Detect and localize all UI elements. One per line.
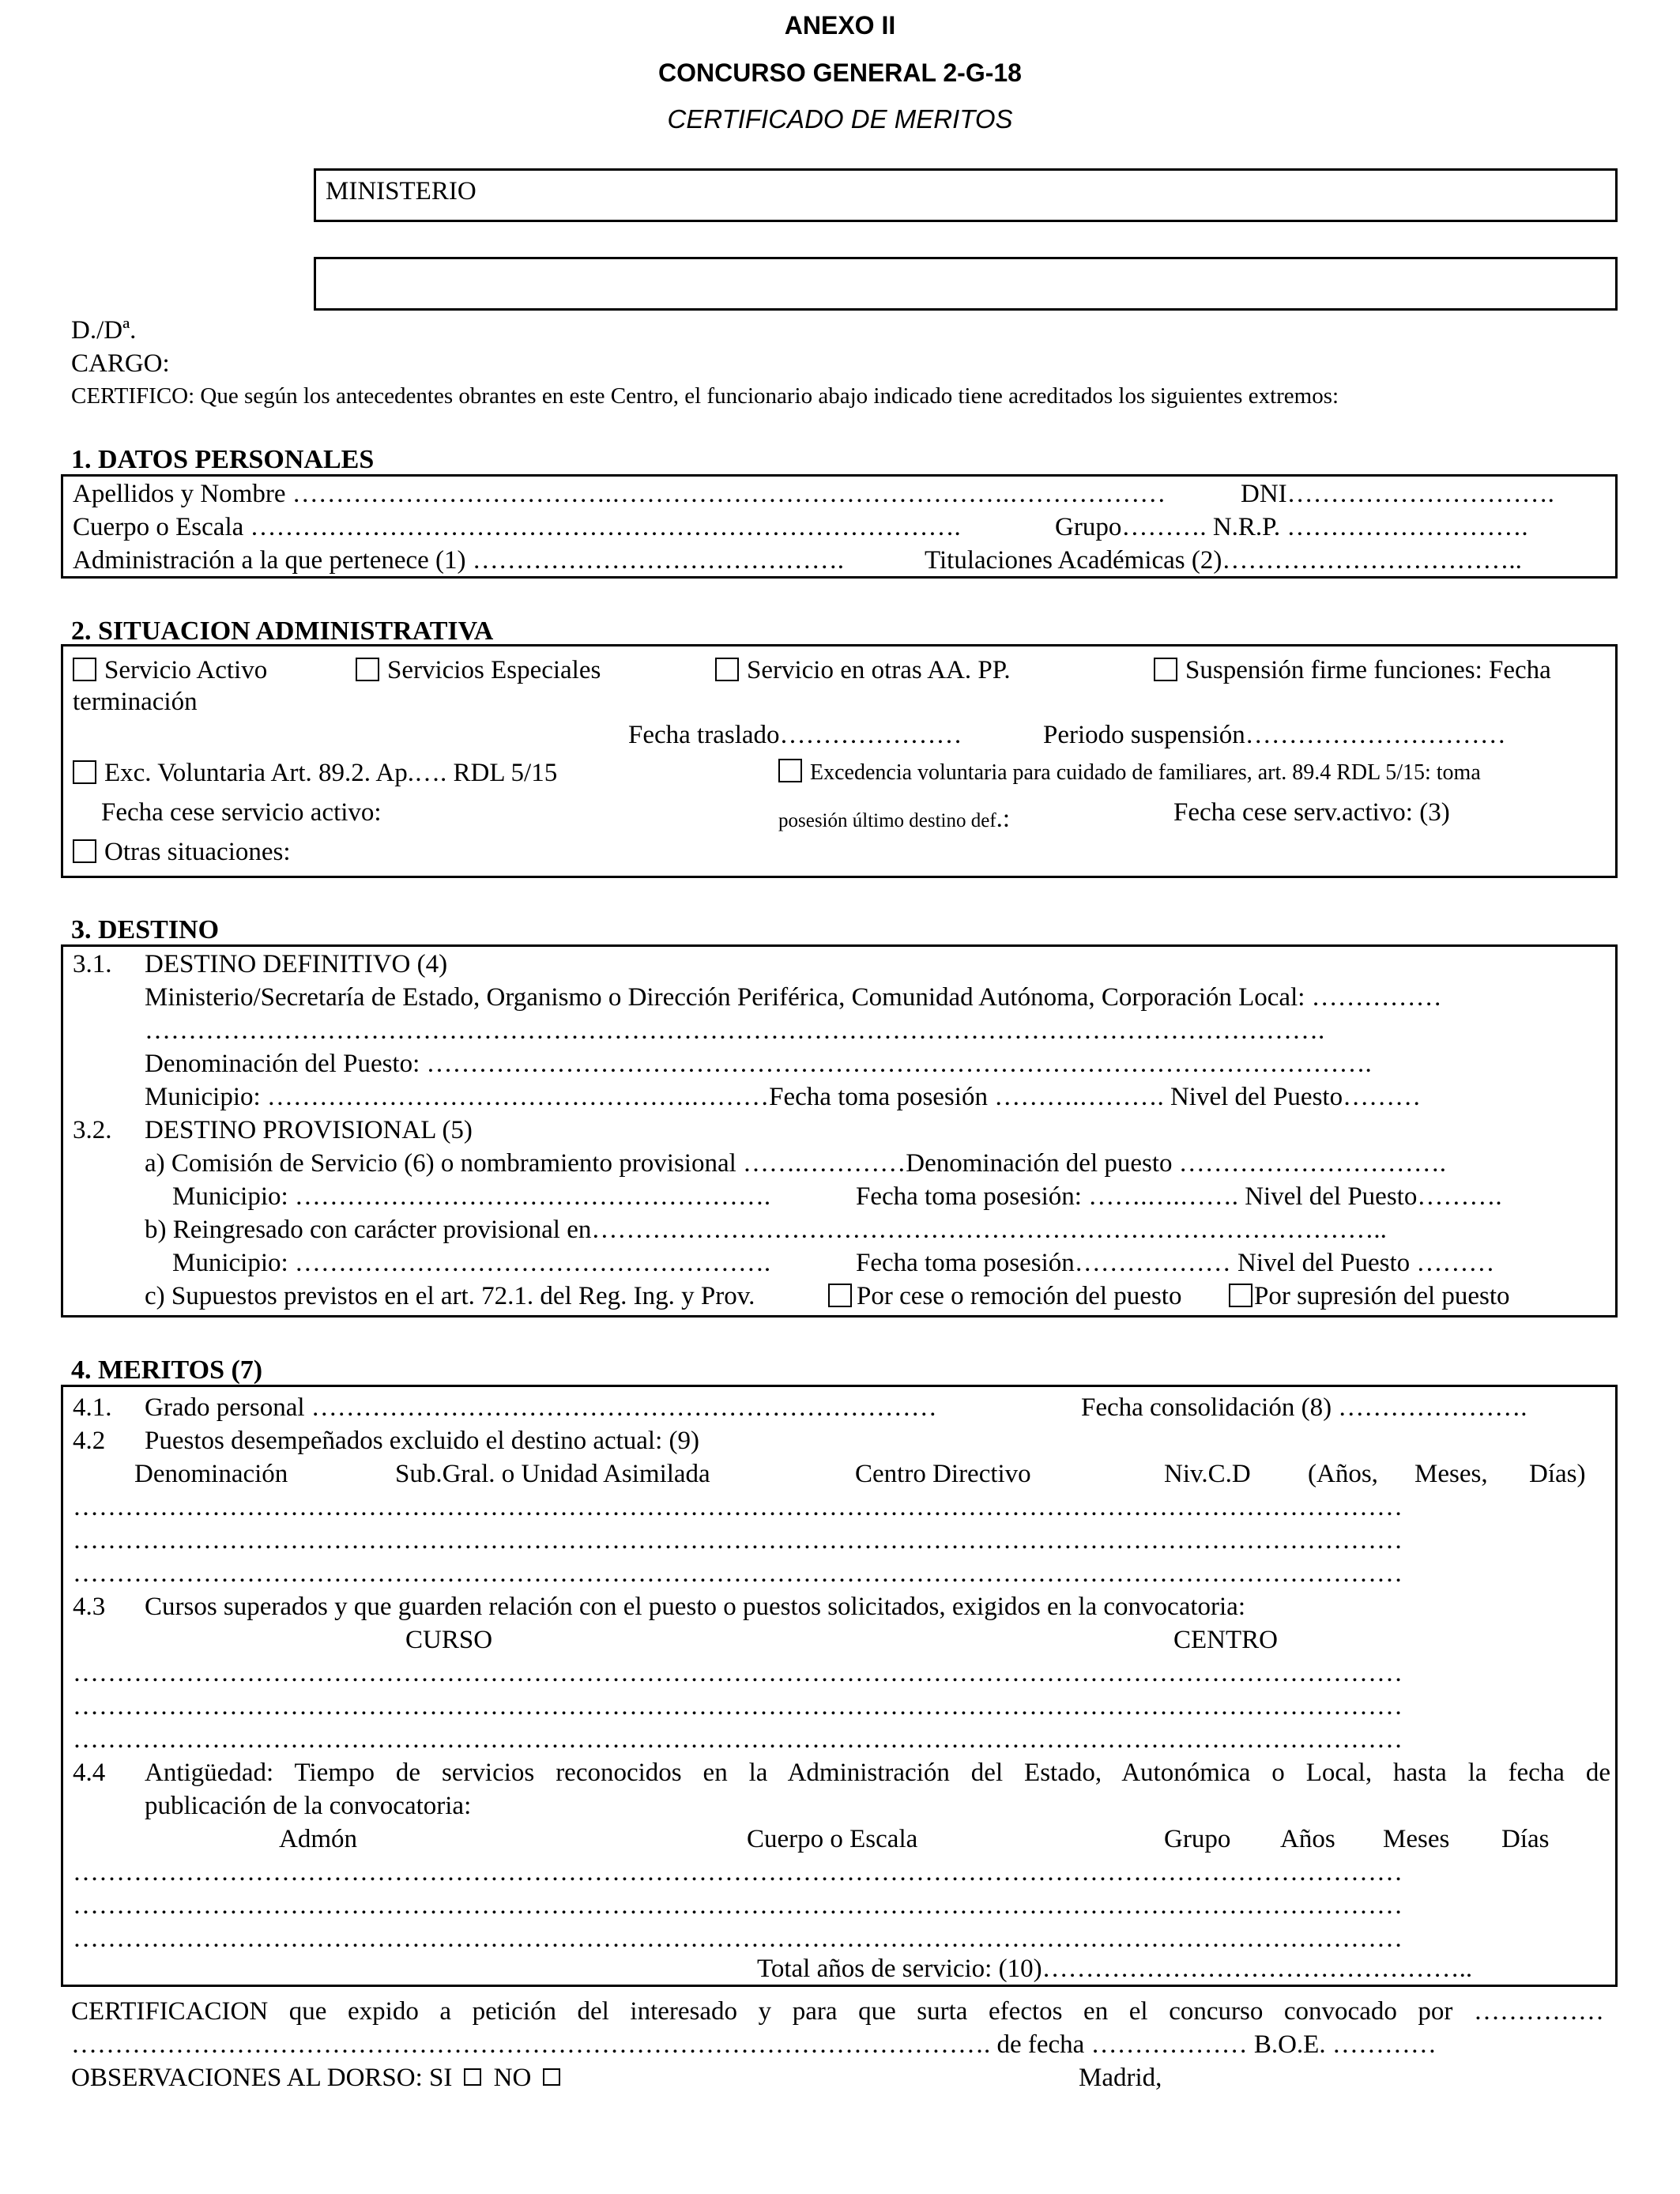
opt-cese-remocion[interactable] [828,1280,1181,1313]
dd-label: D./Dª. [71,316,137,345]
col-meses44: Meses [1383,1825,1450,1853]
opt-label: Excedencia voluntaria para cuidado de familiares, art. 89.4 RDL 5/15: [810,760,1431,785]
opt-label: Servicios Especiales [387,656,601,684]
n31: 3.1. [73,950,112,978]
certifico-text: CERTIFICO: Que según los antecedentes obrantes en este Centro, el funcionario abajo indicado tiene acreditados los siguientes extremos: [71,383,1339,409]
col-dias44: Días [1501,1825,1550,1853]
comision-line: a) Comisión de Servicio (6) o nombramiento provisional …….…………Denominación del puesto …………………………. [145,1149,1447,1178]
col-meses: Meses, [1414,1460,1488,1488]
checkbox[interactable] [1154,658,1177,681]
opt-supresion[interactable] [1229,1280,1510,1313]
opt-otras-situaciones[interactable] [73,836,291,869]
grado-line: Grado personal ……………………………………………………………… [145,1393,937,1422]
dni-line: DNI…………………………. [1241,480,1554,508]
n32: 3.2. [73,1116,112,1144]
destino-definitivo: DESTINO DEFINITIVO (4) [145,950,448,978]
section1-title: 1. DATOS PERSONALES [71,445,375,474]
b-fecha: Fecha toma posesión……………… Nivel del Puesto ……… [856,1249,1495,1277]
n44: 4.4 [73,1759,106,1787]
checkbox[interactable] [356,658,379,681]
checkbox[interactable] [73,839,96,863]
fecha-cese-serv: Fecha cese serv.activo: (3) [1173,798,1450,827]
antiguedad-line2: publicación de la convocatoria: [145,1792,472,1820]
denominacion-line: Denominación del Puesto: ………………………………………………………………………………………………. [145,1050,1372,1078]
posesion-end: .: [996,805,1011,833]
a-municipio: Municipio: ………………………………………………. [172,1182,771,1211]
n41: 4.1. [73,1393,112,1422]
opt-label: Suspensión firme funciones: Fecha [1185,656,1551,684]
dot-line: ……………………………………………………………………………………………………………………………………… [73,1891,1403,1920]
opt-otras-aapp[interactable] [715,654,1011,687]
dot-line: ……………………………………………………………………………………………………………………………………… [73,1659,1403,1687]
col-cuerpo: Cuerpo o Escala [747,1825,918,1853]
col-nivcd: Niv.C.D [1164,1460,1251,1488]
col-anos44: Años [1280,1825,1335,1853]
checkbox[interactable] [778,759,802,782]
administracion-line: Administración a la que pertenece (1) ……………………………………. [73,546,845,575]
opt-exc-familiares[interactable] [778,759,1481,786]
col-anos: (Años, [1308,1460,1378,1488]
fecha-cese-label: Fecha cese servicio activo: [101,798,382,827]
ministry-detail-box[interactable] [314,257,1618,311]
admin-situation-box [61,644,1618,878]
col-grupo: Grupo [1164,1825,1231,1853]
n43: 4.3 [73,1593,106,1621]
posesion-label [778,803,1010,835]
col-centro: Centro Directivo [855,1460,1031,1488]
opt-label-end: toma [1436,760,1481,785]
annex-title: ANEXO II [784,11,896,40]
opt-label: Servicio Activo [104,656,268,684]
reingresado-line: b) Reingresado con carácter provisional en……………………………………………………………………………….. [145,1216,1387,1244]
col-admon: Admón [279,1825,357,1853]
grupo-line: Grupo………. N.R.P. ………………………. [1055,513,1528,541]
fecha-traslado: Fecha traslado………………… [628,721,962,749]
dot-line: ………………………………………………………………………………………………………………………. [145,1016,1325,1045]
ministry-label: MINISTERIO [326,177,477,205]
dot-line: ……………………………………………………………………………………………………………………………………… [73,1924,1403,1953]
meritos-box [61,1385,1618,1987]
opt-label: Exc. Voluntaria Art. 89.2. Ap.…. RDL 5/15 [104,759,558,787]
madrid-label: Madrid, [1079,2064,1162,2092]
dot-line: ……………………………………………………………………………………………………………………………………… [73,1692,1403,1721]
dot-line: ……………………………………………………………………………………………………………………………………… [73,1559,1403,1588]
observaciones-no-label: NO [493,2064,532,2092]
page-subtitle: CERTIFICADO DE MERITOS [667,104,1013,134]
periodo-suspension: Periodo suspensión………………………… [1043,721,1506,749]
destino-box [61,944,1618,1318]
opt-exc-voluntaria[interactable] [73,757,557,790]
antiguedad-line: Antigüedad: Tiempo de servicios reconocidos en la Administración del Estado, Autonómica o Local, hasta la fecha de [145,1759,1610,1787]
cargo-label: CARGO: [71,349,170,378]
opt-label: Por cese o remoción del puesto [857,1282,1182,1310]
opt-suspension[interactable] [1154,654,1551,687]
puestos-line: Puestos desempeñados excluido el destino actual: (9) [145,1427,699,1455]
col-subgral: Sub.Gral. o Unidad Asimilada [395,1460,710,1488]
observaciones-si-label: OBSERVACIONES AL DORSO: SI [71,2064,453,2092]
section2-title: 2. SITUACION ADMINISTRATIVA [71,616,494,646]
no-checkbox[interactable] [543,2068,560,2086]
municipio-line: Municipio: ………………………………………….………Fecha toma posesión ……….………. Nivel del Puesto……… [145,1083,1422,1111]
cursos-line: Cursos superados y que guarden relación con el puesto o puestos solicitados, exigidos en la convocatoria: [145,1593,1245,1621]
certificacion-line2: ……………………………………………………………………………………………. de fecha ……………… B.O.E. ………… [71,2030,1437,2059]
b-municipio: Municipio: ………………………………………………. [172,1249,771,1277]
consolidacion-line: Fecha consolidación (8) …………………. [1081,1393,1527,1422]
checkbox[interactable] [715,658,739,681]
name-line: Apellidos y Nombre ……………………………….……………………………………….……………… [73,480,1166,508]
ministerio-line: Ministerio/Secretaría de Estado, Organismo o Dirección Periférica, Comunidad Autónoma, Corporación Local: …………… [145,983,1442,1012]
a-fecha: Fecha toma posesión: …….….……. Nivel del Puesto………. [856,1182,1502,1211]
dot-line: ……………………………………………………………………………………………………………………………………… [73,1725,1403,1754]
section4-title: 4. MERITOS (7) [71,1355,263,1385]
opt-servicio-activo[interactable] [73,654,267,687]
si-checkbox[interactable] [464,2068,481,2086]
dot-line: ……………………………………………………………………………………………………………………………………… [73,1526,1403,1555]
opt-servicios-especiales[interactable] [356,654,601,687]
checkbox[interactable] [1229,1284,1252,1307]
titulaciones-line: Titulaciones Académicas (2)…………………………….. [925,546,1522,575]
personal-data-box [61,474,1618,579]
destino-provisional: DESTINO PROVISIONAL (5) [145,1116,473,1144]
checkbox[interactable] [828,1284,852,1307]
contest-title: CONCURSO GENERAL 2-G-18 [658,58,1022,87]
section3-title: 3. DESTINO [71,915,220,944]
terminacion-label: terminación [73,688,198,716]
certificacion-line: CERTIFICACION que expido a petición del interesado y para que surta efectos en el concurso convocado por …………… [71,1997,1604,2026]
col-denominacion: Denominación [134,1460,288,1488]
total-anos: Total años de servicio: (10)………………………………………….. [757,1955,1473,1983]
observaciones [71,2062,568,2094]
col-dias: Días) [1529,1460,1586,1488]
dot-line: ……………………………………………………………………………………………………………………………………… [73,1858,1403,1887]
dot-line: ……………………………………………………………………………………………………………………………………… [73,1493,1403,1521]
col-curso: CURSO [405,1626,493,1654]
cuerpo-line: Cuerpo o Escala ………………………………………………………………………. [73,513,961,541]
supuestos-line: c) Supuestos previstos en el art. 72.1. del Reg. Ing. y Prov. [145,1282,755,1310]
ministry-box[interactable] [314,168,1618,222]
opt-label: Servicio en otras AA. PP. [747,656,1011,684]
checkbox[interactable] [73,760,96,784]
opt-label: Otras situaciones: [104,838,291,866]
checkbox[interactable] [73,658,96,681]
posesion-text: posesión último destino def [778,810,996,831]
opt-label: Por supresión del puesto [1254,1282,1510,1310]
n42: 4.2 [73,1427,106,1455]
col-centro43: CENTRO [1173,1626,1278,1654]
